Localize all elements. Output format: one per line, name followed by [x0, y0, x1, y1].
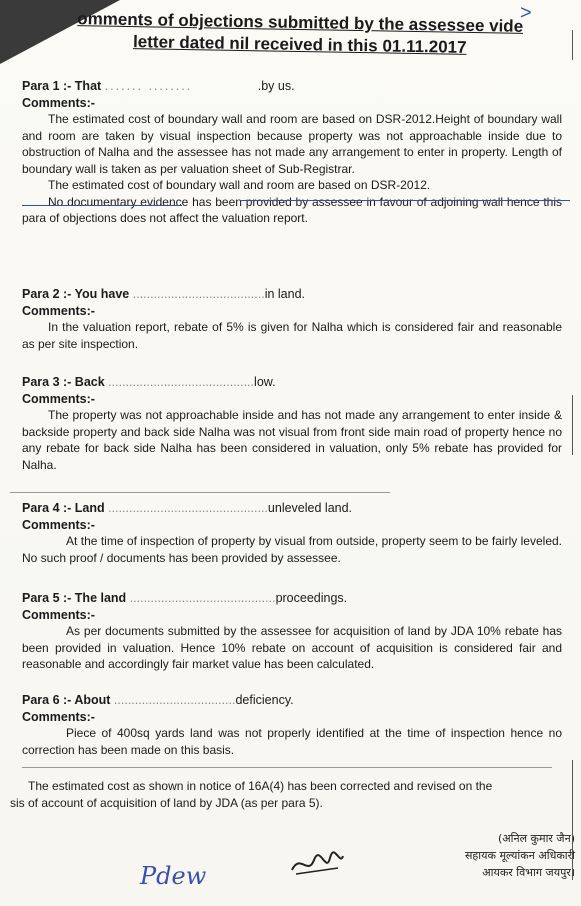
para-1-text-3: No documentary evidence has been provided by assessee in favour of adjoining wall hence this para of objections does not affect the valuation report.	[22, 194, 562, 225]
title-line-1: omments of objections submitted by the assessee vide	[77, 9, 524, 36]
para-2-comments-label: Comments:-	[22, 303, 95, 318]
para-1-comments-label: Comments:-	[22, 95, 95, 110]
para-6-text-1: Piece of 400sq yards land was not properly identified at the time of inspection hence no correction has been made on this basis.	[22, 726, 562, 757]
para-4-heading: Para 4 :- Land ..............................................unleveled land.	[22, 501, 353, 515]
para-4-comments-label: Comments:-	[22, 517, 95, 532]
para-3-heading: Para 3 :- Back ..........................................low.	[22, 375, 276, 389]
para-6-heading: Para 6 :- About ...................................deficiency.	[22, 693, 294, 707]
stamp-line-1: (अनिल कुमार जैन)	[497, 832, 575, 845]
pen-mark: >	[520, 2, 532, 24]
para-1-heading: Para 1 :- That ....... ........ .by us.	[22, 79, 295, 93]
para-3-comments-label: Comments:-	[22, 391, 95, 406]
para-2	[22, 286, 562, 352]
initials-handwritten: Pdew	[140, 862, 207, 890]
para-4-text-1: At the time of inspection of property by visual from outside, property seem to be fairly leveled. No such proof / documents has been provided by assessee.	[22, 534, 562, 565]
para-5-text-1: As per documents submitted by the assessee for acquisition of land by JDA 10% rebate has been provided in valuation. Hence 10% rebate on account of acquisition is considered fair and reasonable and accordingly fair market value has been calculated.	[22, 624, 562, 671]
separator-line	[22, 767, 552, 768]
para-5-comments-label: Comments:-	[22, 607, 95, 622]
closing-line-1: The estimated cost as shown in notice of 16A(4) has been corrected and revised on the	[28, 779, 493, 793]
closing-paragraph	[10, 778, 560, 811]
edge-mark-middle	[572, 395, 581, 455]
para-5	[22, 590, 562, 673]
document-title	[40, 7, 561, 60]
stamp-line-2: सहायक मूल्यांकन अधिकारी	[465, 849, 575, 862]
para-6-comments-label: Comments:-	[22, 709, 95, 724]
underline-mark-2	[22, 205, 182, 206]
para-5-heading: Para 5 :- The land ..........................................proceedings.	[22, 591, 348, 605]
para-1-text-2: The estimated cost of boundary wall and room are based on DSR-2012.	[48, 178, 431, 192]
para-3-text-1: The property was not approachable inside and has not made any arrangement to enter inside & backside property and back side Nalha was not visual from front side main road of property hence no any rebate for back side Nalha has been considered in valuation, only 5% rebate has provided for Nalha.	[22, 408, 562, 472]
para-2-heading: Para 2 :- You have ......................................in land.	[22, 287, 306, 301]
para-1-text-1: The estimated cost of boundary wall and room are based on DSR-2012.Height of boundary wall and room are taken by visual inspection because property was not approachable inside due to obstruction of Nalha and the assessee has not made any arrangement to enter in property. Length of boundary wall is taken as per valuation sheet of Sub-Registrar.	[22, 112, 562, 176]
edge-mark-bottom	[572, 760, 581, 880]
para-3	[22, 374, 562, 473]
strike-line	[10, 492, 390, 493]
officer-stamp	[400, 830, 575, 881]
stamp-line-3: आयकर विभाग जयपुर।	[482, 866, 575, 879]
para-6	[22, 692, 562, 758]
signature-scribble	[290, 848, 345, 878]
underline-mark	[240, 200, 570, 201]
para-4	[22, 500, 562, 566]
title-line-2: letter dated nil received in this 01.11.2017	[132, 32, 467, 57]
para-2-text-1: In the valuation report, rebate of 5% is given for Nalha which is considered fair and reasonable as per site inspection.	[22, 320, 562, 351]
edge-mark-top	[572, 30, 581, 60]
closing-line-2: sis of account of acquisition of land by JDA (as per para 5).	[10, 795, 323, 810]
